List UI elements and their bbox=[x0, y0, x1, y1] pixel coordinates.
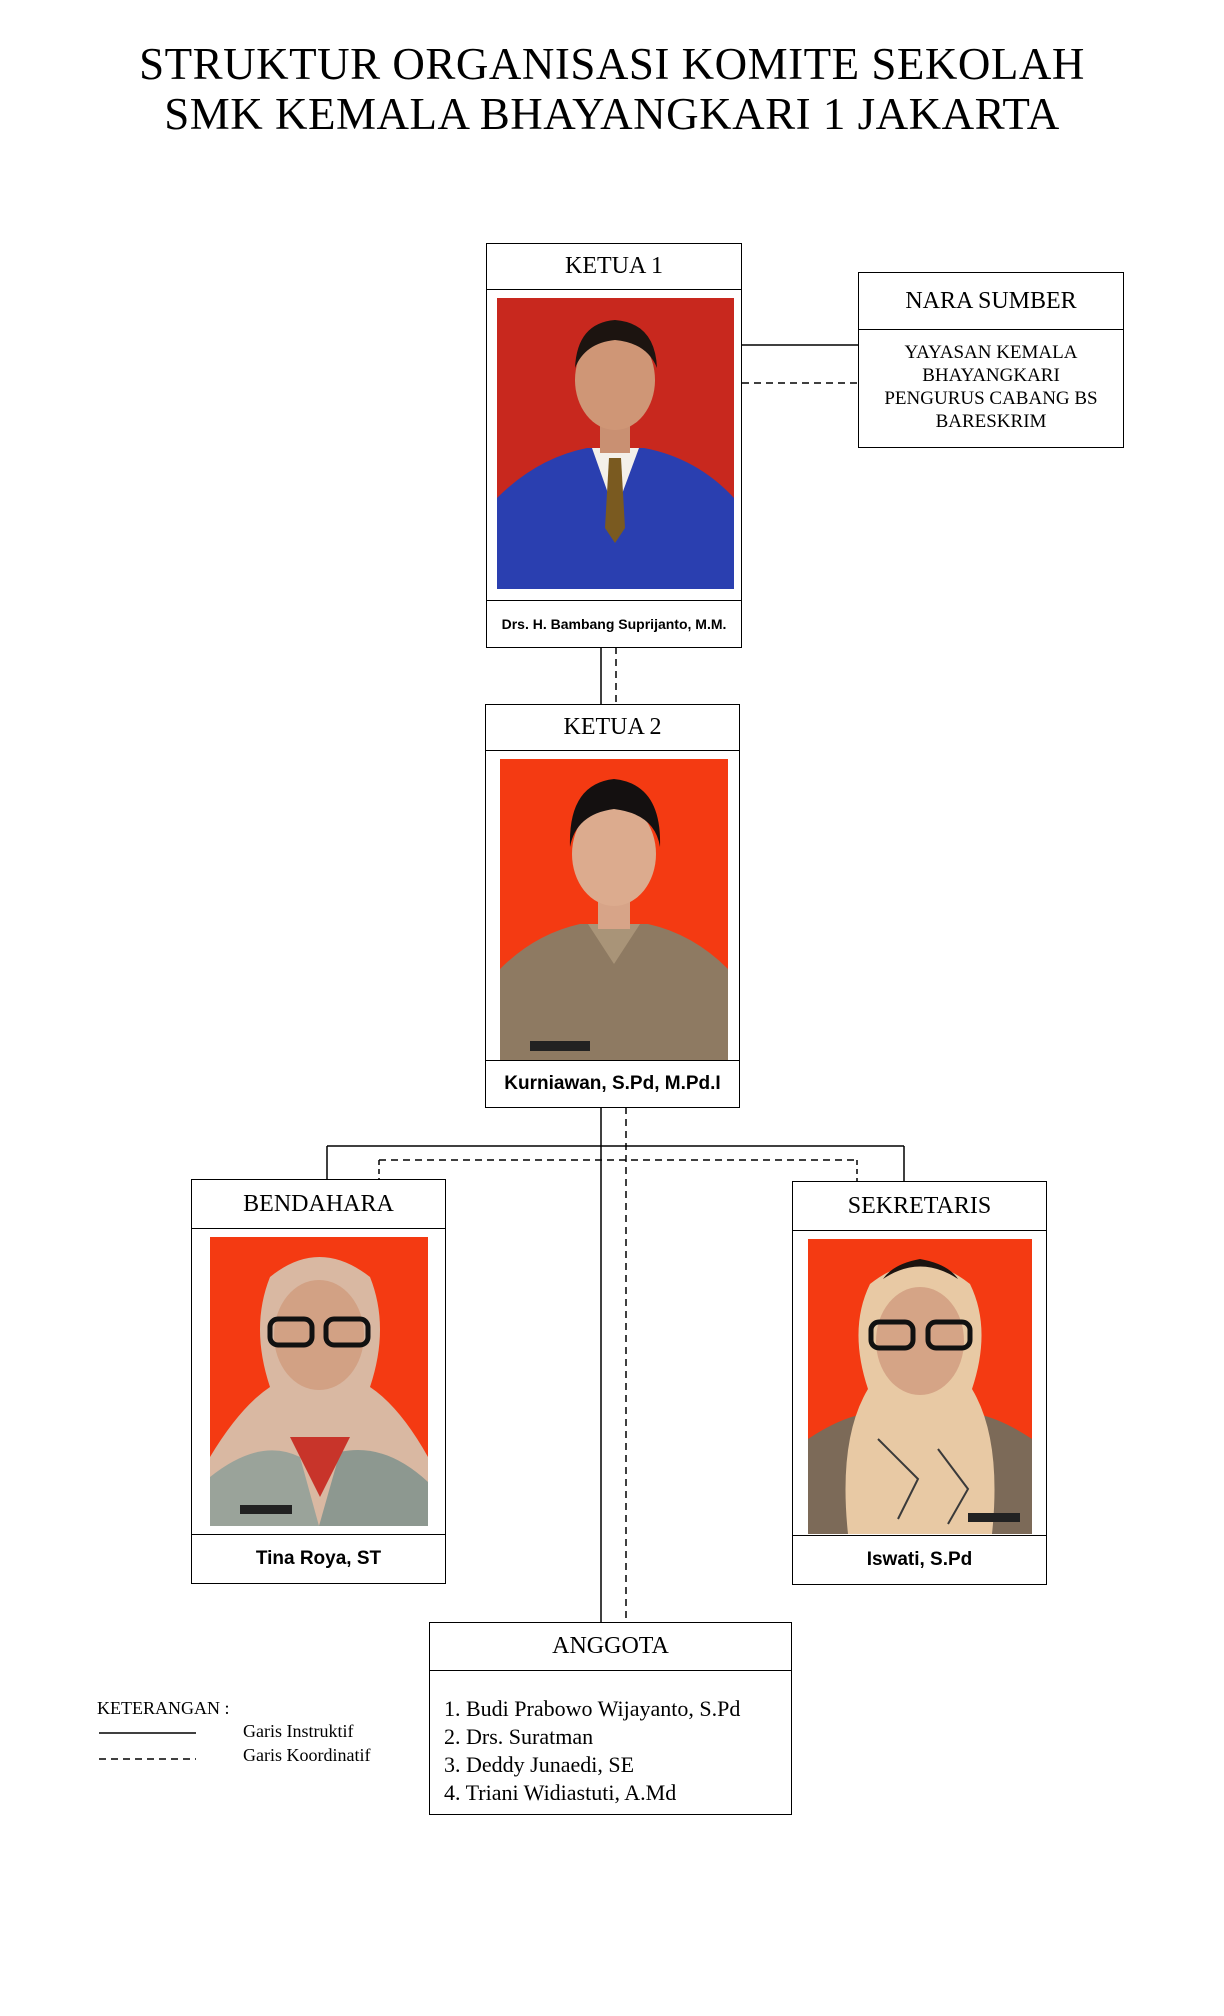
ketua1-name: Drs. H. Bambang Suprijanto, M.M. bbox=[487, 600, 741, 647]
page-title-line2: SMK KEMALA BHAYANGKARI 1 JAKARTA bbox=[164, 89, 1060, 139]
legend-dashed-label: Garis Koordinatif bbox=[243, 1745, 371, 1765]
ketua1-photo bbox=[497, 298, 734, 589]
sekretaris-role: SEKRETARIS bbox=[793, 1182, 1046, 1231]
bendahara-photo bbox=[210, 1237, 428, 1526]
ketua2-photo bbox=[500, 759, 728, 1060]
narasumber-line: PENGURUS CABANG BS bbox=[884, 388, 1098, 409]
anggota-role: ANGGOTA bbox=[430, 1623, 791, 1671]
bendahara-name: Tina Roya, ST bbox=[192, 1534, 445, 1583]
bendahara-box bbox=[191, 1179, 446, 1584]
list-item: 1. Budi Prabowo Wijayanto, S.Pd bbox=[444, 1696, 741, 1721]
legend-solid-label: Garis Instruktif bbox=[243, 1721, 354, 1741]
list-item: 3. Deddy Junaedi, SE bbox=[444, 1752, 635, 1777]
list-item: 2. Drs. Suratman bbox=[444, 1724, 594, 1749]
narasumber-line: YAYASAN KEMALA bbox=[904, 342, 1078, 363]
ketua2-name: Kurniawan, S.Pd, M.Pd.I bbox=[486, 1060, 739, 1107]
anggota-box bbox=[429, 1622, 792, 1815]
narasumber-box bbox=[858, 272, 1124, 448]
ketua1-role: KETUA 1 bbox=[487, 244, 741, 290]
bendahara-role: BENDAHARA bbox=[192, 1180, 445, 1229]
sekretaris-box bbox=[792, 1181, 1047, 1585]
legend-title: KETERANGAN : bbox=[97, 1698, 230, 1718]
anggota-member-list bbox=[444, 1683, 783, 1807]
narasumber-body bbox=[859, 333, 1123, 433]
sekretaris-name: Iswati, S.Pd bbox=[793, 1535, 1046, 1584]
page-title-line1: STRUKTUR ORGANISASI KOMITE SEKOLAH bbox=[139, 39, 1085, 89]
list-item: 4. Triani Widiastuti, A.Md bbox=[444, 1780, 677, 1805]
narasumber-line: BARESKRIM bbox=[935, 411, 1047, 432]
ketua1-box bbox=[486, 243, 742, 648]
ketua2-box bbox=[485, 704, 740, 1108]
narasumber-line: BHAYANGKARI bbox=[922, 365, 1060, 386]
ketua2-role: KETUA 2 bbox=[486, 705, 739, 751]
sekretaris-photo bbox=[808, 1239, 1032, 1534]
narasumber-role: NARA SUMBER bbox=[859, 273, 1123, 330]
